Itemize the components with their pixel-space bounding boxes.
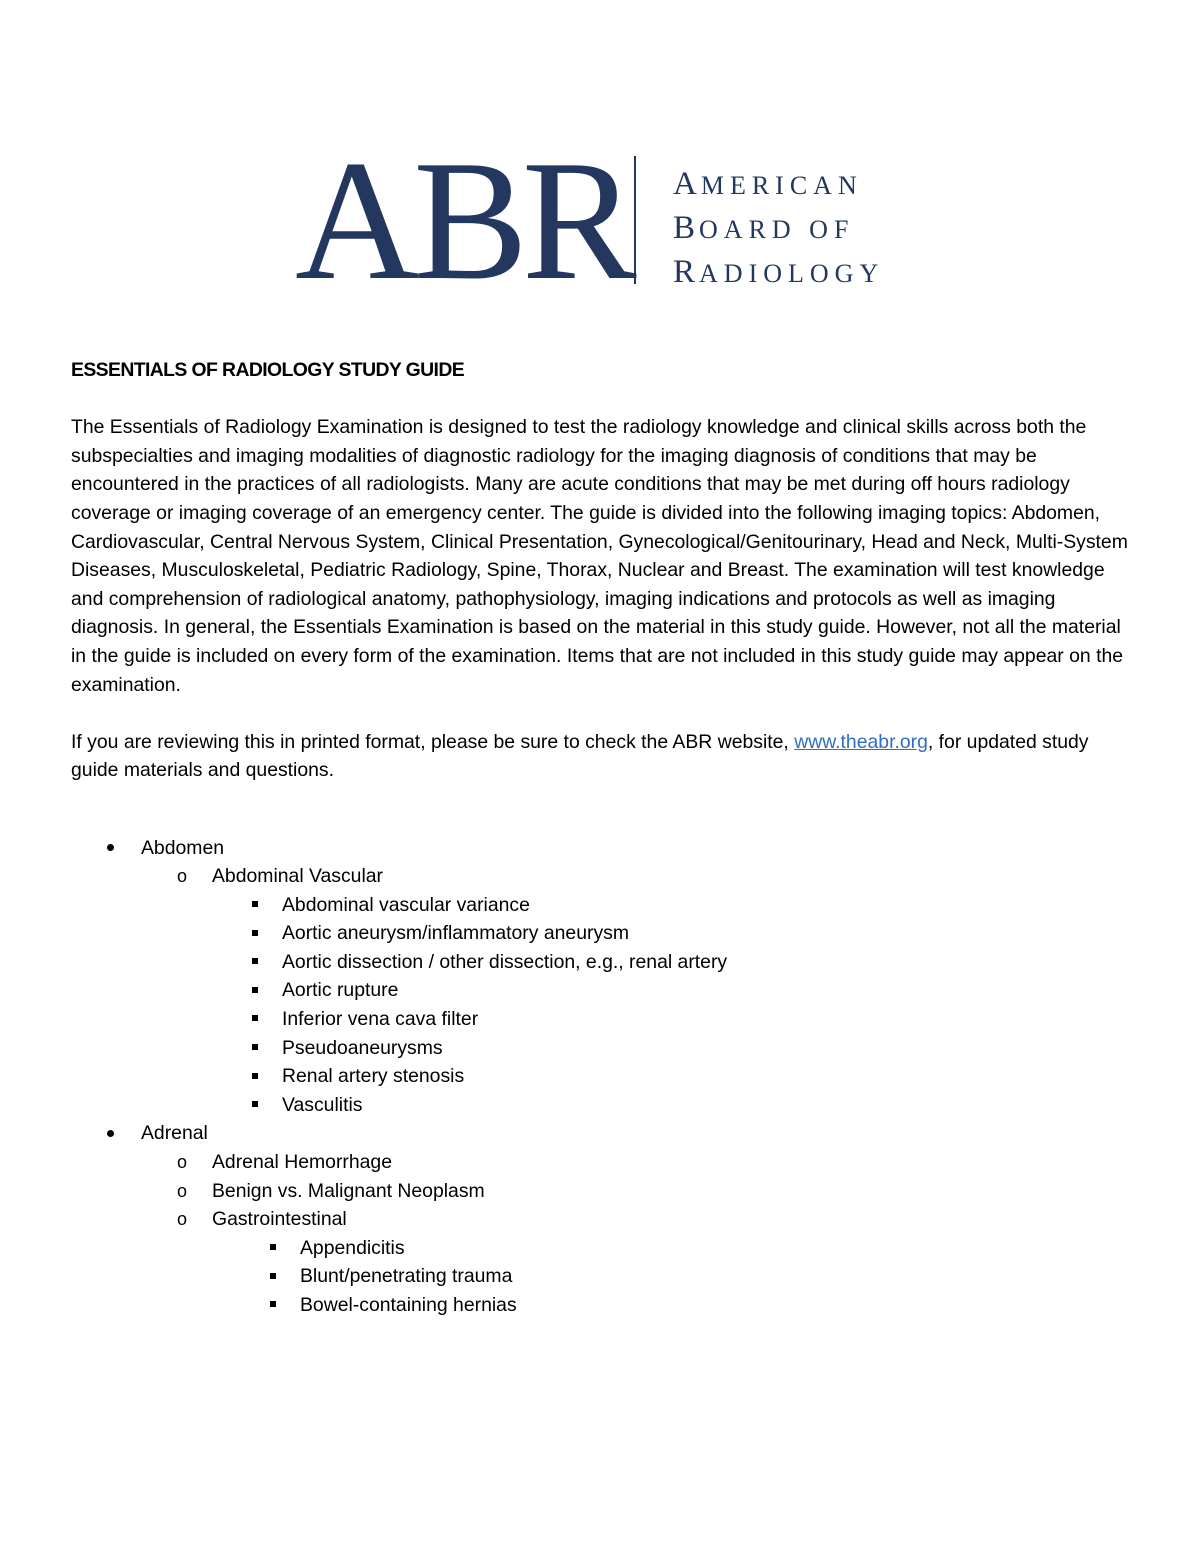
list-item: Appendicitis <box>71 1234 1131 1263</box>
logo-abbreviation: ABR <box>295 126 631 316</box>
list-item-abdomen: Abdomen <box>71 834 1131 863</box>
bullet-circle-icon: o <box>177 1209 188 1230</box>
bullet-square-icon <box>252 1034 258 1063</box>
bullet-dot-icon <box>107 834 114 863</box>
abr-website-link[interactable]: www.theabr.org <box>794 730 928 753</box>
list-item-abdominal-vascular: o Abdominal Vascular <box>71 862 1131 891</box>
bullet-square-icon <box>252 948 258 977</box>
bullet-square-icon <box>270 1234 276 1263</box>
list-item: Aortic aneurysm/inflammatory aneurysm <box>71 919 1131 948</box>
document-body <box>71 356 1131 1320</box>
list-item: Renal artery stenosis <box>71 1062 1131 1091</box>
list-item-adrenal: Adrenal <box>71 1119 1131 1148</box>
logo-line-radiology: RADIOLOGY <box>673 254 885 290</box>
abr-logo <box>295 126 895 316</box>
document-title: ESSENTIALS OF RADIOLOGY STUDY GUIDE <box>71 359 465 381</box>
bullet-square-icon <box>270 1262 276 1291</box>
list-item: o Adrenal Hemorrhage <box>71 1148 1131 1177</box>
bullet-circle-icon: o <box>177 1180 188 1201</box>
list-item: Aortic rupture <box>71 976 1131 1005</box>
bullet-square-icon <box>252 891 258 920</box>
bullet-dot-icon <box>107 1119 114 1148</box>
list-item: Blunt/penetrating trauma <box>71 1262 1131 1291</box>
bullet-square-icon <box>252 976 258 1005</box>
bullet-square-icon <box>270 1291 276 1320</box>
bullet-square-icon <box>252 1091 258 1120</box>
printed-format-note: If you are reviewing this in printed format, please be sure to check the ABR website, www.theabr.org, for updated study guide materials and questions. <box>71 730 1089 782</box>
bullet-circle-icon: o <box>177 866 188 887</box>
list-item: Pseudoaneurysms <box>71 1034 1131 1063</box>
list-item: o Benign vs. Malignant Neoplasm <box>71 1177 1131 1206</box>
bullet-square-icon <box>252 919 258 948</box>
list-item: Bowel-containing hernias <box>71 1291 1131 1320</box>
topic-outline <box>71 834 1131 1320</box>
bullet-circle-icon: o <box>177 1152 188 1173</box>
bullet-square-icon <box>252 1005 258 1034</box>
logo-line-board-of: BOARD OF <box>673 210 855 246</box>
logo-line-american: AMERICAN <box>673 166 863 202</box>
list-item: o Gastrointestinal <box>71 1205 1131 1234</box>
list-item: Vasculitis <box>71 1091 1131 1120</box>
list-item: Abdominal vascular variance <box>71 891 1131 920</box>
intro-paragraph: The Essentials of Radiology Examination is designed to test the radiology knowledge and clinical skills across both the subspecialties and imaging modalities of diagnostic radiology for the imaging diagnosis of conditions that may be encountered in the practices of all radiologists. Many are acute conditions that may be met during off hours radiology coverage or imaging coverage of an emergency center. The guide is divided into the following imaging topics: Abdomen, Cardiovascular, Central Nervous System, Clinical Presentation, Gynecological/Genitourinary, Head and Neck, Multi-System Diseases, Musculoskeletal, Pediatric Radiology, Spine, Thorax, Nuclear and Breast. The examination will test knowledge and comprehension of radiological anatomy, pathophysiology, imaging indications and protocols as well as imaging diagnosis. In general, the Essentials Examination is based on the material in this study guide. However, not all the material in the guide is included on every form of the examination. Items that are not included in this study guide may appear on the examination. <box>71 416 1128 696</box>
bullet-square-icon <box>252 1062 258 1091</box>
list-item: Inferior vena cava filter <box>71 1005 1131 1034</box>
list-item: Aortic dissection / other dissection, e.g., renal artery <box>71 948 1131 977</box>
logo-divider <box>634 156 636 284</box>
